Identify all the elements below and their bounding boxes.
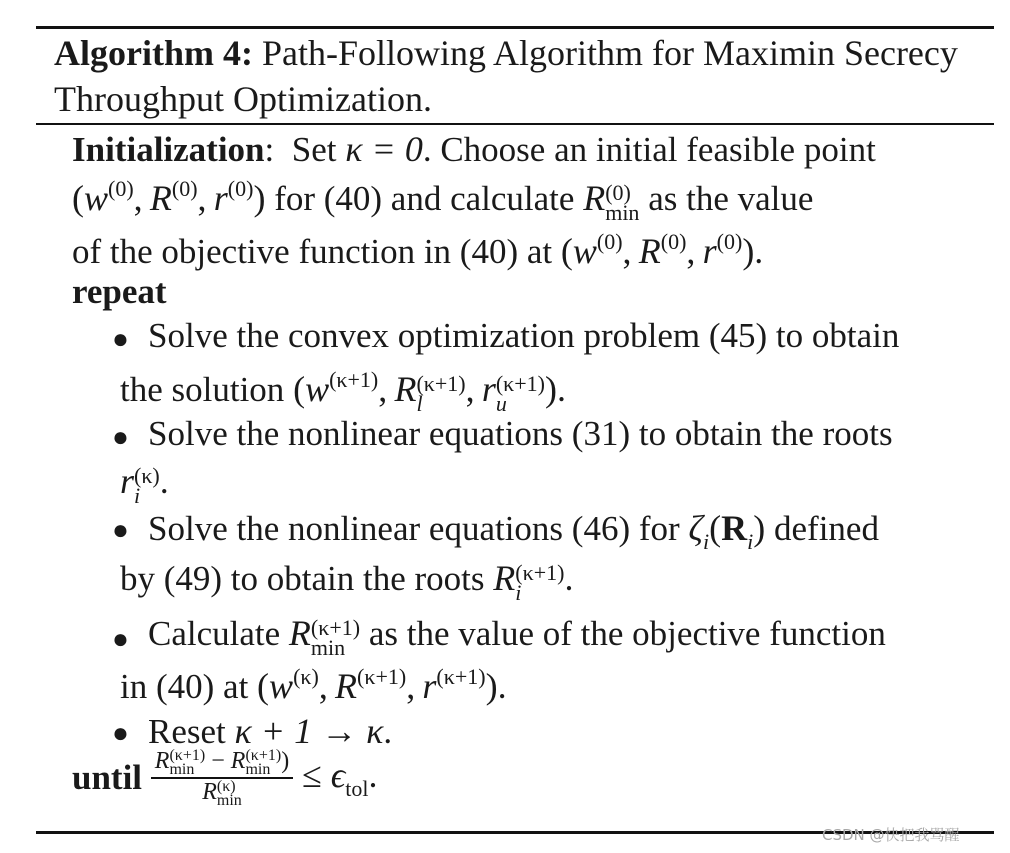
step-4-line-2: in (40) at ($w^{(\kappa)}$, $R^{(\kappa+1)}$, $r^{(\kappa+1)}$). xyxy=(120,664,507,706)
init-text-choose: . Choose an initial feasible point xyxy=(422,130,876,169)
algorithm-title xyxy=(54,30,984,122)
watermark: CSDN @快把我骂醒 xyxy=(822,826,960,844)
until-keyword: until xyxy=(72,758,143,797)
header-rule xyxy=(36,123,994,125)
solution-tuple: ($w^{(\kappa+1)}$, R (κ+1) l , r (κ+1) u ). xyxy=(293,367,566,416)
rmin-k1: R (κ+1) min xyxy=(288,613,361,660)
init-text-objective: of the objective function in (40) at xyxy=(72,232,553,271)
bullet-1: ● xyxy=(112,324,129,355)
step-3-line-1: Solve the nonlinear equations (46) for $\zeta_i(R_i)$ defined xyxy=(148,508,879,554)
init-line-2 xyxy=(72,176,813,223)
init-line-3 xyxy=(72,229,763,272)
zeta-function: $\zeta_i(R_i)$ xyxy=(688,508,766,554)
step-1-line-2: the solution ($w^{(\kappa+1)}$, R (κ+1) l , r (κ+1) u ). xyxy=(120,367,566,416)
initial-point: ($w^{(0)}$, $R^{(0)}$, $r^{(0)}$) xyxy=(72,176,266,218)
bullet-4: ● xyxy=(112,624,129,655)
step-2-line-2 xyxy=(120,460,169,506)
fraction-numerator: R (κ+1) min − R (κ+1) min ) xyxy=(151,748,293,779)
init-keyword: Initialization xyxy=(72,130,265,169)
init-text-value: as the value xyxy=(648,179,814,218)
top-rule xyxy=(36,26,994,29)
fraction-denominator: R (κ) min xyxy=(202,778,242,809)
kappa-eq-zero: κ = 0 xyxy=(345,129,423,169)
root-r-i-k: r (κ) i . xyxy=(120,461,169,508)
init-line-1: Initialization: Set κ = 0. Choose an initial feasible point xyxy=(72,129,876,169)
iterate-tuple: ($w^{(\kappa)}$, $R^{(\kappa+1)}$, $r^{(\kappa+1)}$). xyxy=(257,664,507,706)
repeat-keyword: repeat xyxy=(72,272,167,311)
init-text-for: for (40) and calculate xyxy=(274,179,575,218)
bullet-2: ● xyxy=(112,422,129,453)
step-3-line-2: by (49) to obtain the roots R (κ+1) i . xyxy=(120,558,574,605)
init-text-set: Set xyxy=(291,130,337,169)
rmin-0: R (0) min xyxy=(583,178,640,225)
step-4-line-1: Calculate R (κ+1) min as the value of the objective function xyxy=(148,613,886,660)
root-R-i-k1: R (κ+1) i . xyxy=(493,558,574,605)
reset-expression: κ + 1 → κ xyxy=(234,711,384,751)
bullet-5: ● xyxy=(112,718,129,749)
initial-point-2: ($w^{(0)}$, $R^{(0)}$, $r^{(0)}$). xyxy=(560,229,764,271)
tolerance-condition: ≤ $\epsilon_{tol}$. xyxy=(301,755,378,801)
until-line xyxy=(72,748,377,808)
step-2-line-1: Solve the nonlinear equations (31) to obtain the roots xyxy=(148,414,893,453)
algorithm-name: Path-Following Algorithm for Maximin Secrecy Throughput Optimization. xyxy=(54,33,958,119)
step-5-line-1: Reset κ + 1 → κ. xyxy=(148,711,393,751)
stopping-fraction xyxy=(151,748,293,808)
bullet-3: ● xyxy=(112,515,129,546)
algorithm-label: Algorithm 4: xyxy=(54,33,253,73)
step-1-line-1: Solve the convex optimization problem (45) to obtain xyxy=(148,316,900,355)
